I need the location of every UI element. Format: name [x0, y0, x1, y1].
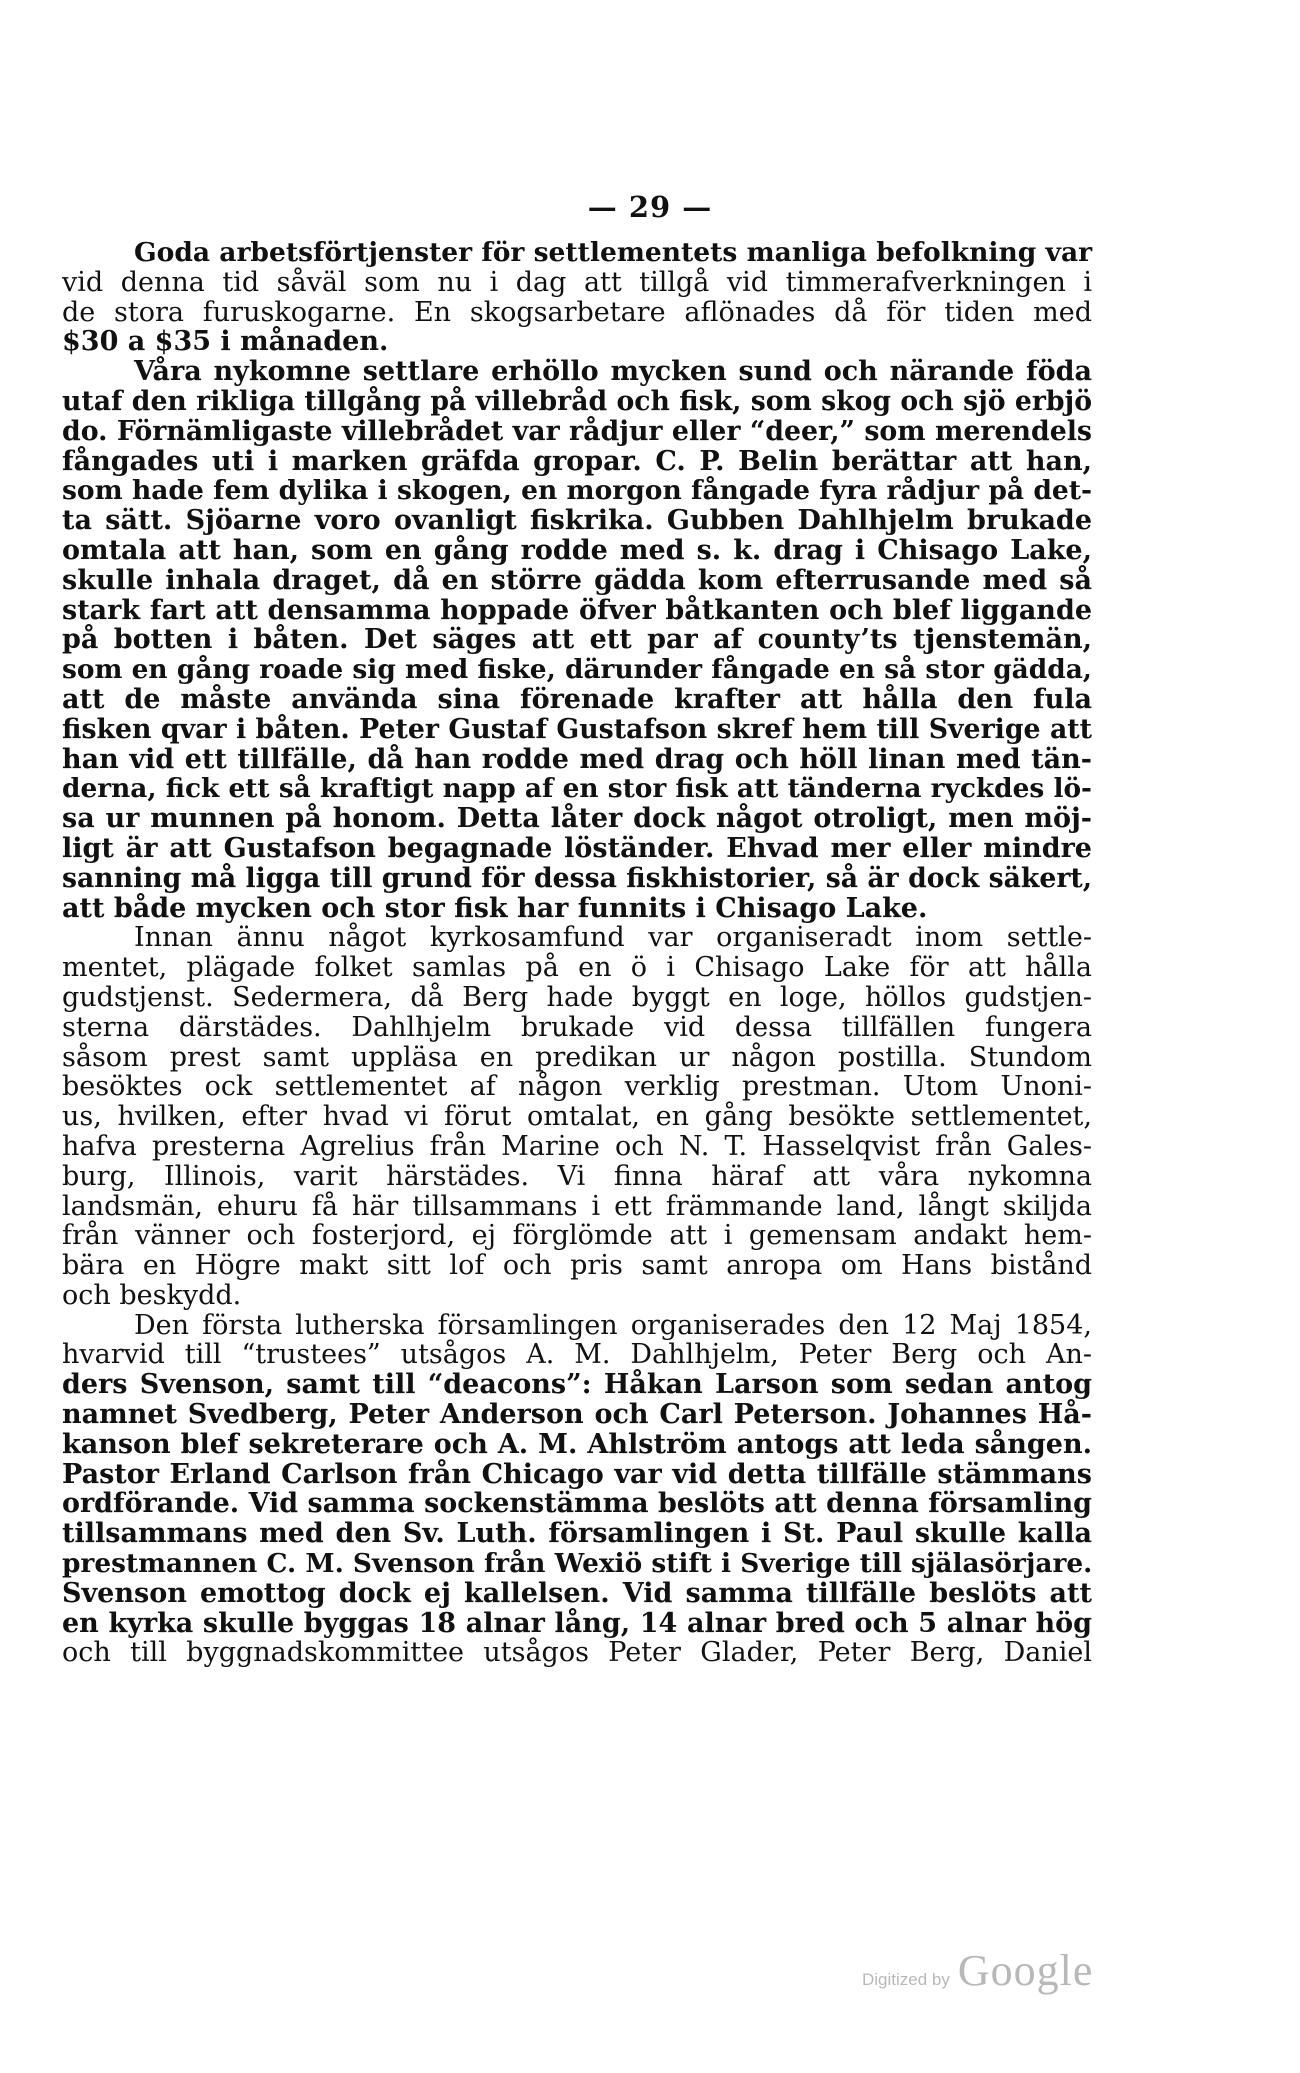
text-line: mentet, plägade folket samlas på en ö i Chisago Lake för att hålla	[62, 952, 1092, 984]
text-line: bära en Högre makt sitt lof och pris samt anropa om Hans bistånd	[62, 1250, 1092, 1282]
text-line: Svenson emottog dock ej kallelsen. Vid samma tillfälle beslöts att	[62, 1577, 1092, 1609]
text-line: landsmän, ehuru få här tillsammans i ett främmande land, långt skiljda	[62, 1190, 1092, 1222]
text-line: Pastor Erland Carlson från Chicago var vid detta tillfälle stämmans	[62, 1458, 1092, 1490]
text-line: att både mycken och stor fisk har funnits i Chisago Lake.	[62, 892, 928, 924]
text-line: fisken qvar i båten. Peter Gustaf Gustafson skref hem till Sverige att	[62, 713, 1092, 745]
text-line: Våra nykomne settlare erhöllo mycken sund och närande föda	[134, 356, 1092, 388]
text-line: stark fart att densamma hoppade öfver båtkanten och blef liggande	[62, 594, 1092, 626]
digitized-by-google-watermark	[862, 1945, 1093, 1996]
text-line: us, hvilken, efter hvad vi förut omtalat, en gång besökte settlementet,	[62, 1101, 1092, 1133]
google-logo: Google	[957, 1946, 1094, 1995]
text-line: Den första lutherska församlingen organiserades den 12 Maj 1854,	[134, 1309, 1092, 1341]
body-text	[62, 238, 1092, 1668]
text-line: vid denna tid såväl som nu i dag att tillgå vid timmerafverkningen i	[62, 266, 1092, 298]
text-line: som hade fem dylika i skogen, en morgon fångade fyra rådjur på det-	[62, 475, 1092, 507]
text-line: sterna därstädes. Dahlhjelm brukade vid dessa tillfällen fungera	[62, 1011, 1092, 1043]
paragraph-game-and-fish	[62, 357, 1092, 923]
paragraph-first-congregation	[62, 1311, 1092, 1669]
text-line: Innan ännu något kyrkosamfund var organiseradt inom settle-	[134, 922, 1092, 954]
text-line: hafva presterna Agrelius från Marine och N. T. Hasselqvist från Gales-	[62, 1130, 1092, 1162]
text-line: att de måste använda sina förenade krafter att hålla den fula	[62, 683, 1092, 715]
text-line: burg, Illinois, varit härstädes. Vi finna häraf att våra nykomna	[62, 1160, 1092, 1192]
text-line: på botten i båten. Det säges att ett par af county’ts tjenstemän,	[62, 624, 1092, 656]
text-line: do. Förnämligaste villebrådet var rådjur eller “deer,” som merendels	[62, 415, 1092, 447]
paragraph-work-wages	[62, 238, 1092, 357]
text-line: hvarvid till “trustees” utsågos A. M. Dahlhjelm, Peter Berg och An-	[62, 1339, 1092, 1371]
text-line: namnet Svedberg, Peter Anderson och Carl Peterson. Johannes Hå-	[62, 1399, 1092, 1431]
text-line: skulle inhala draget, då en större gädda kom efterrusande med så	[62, 564, 1092, 596]
text-line: ders Svenson, samt till “deacons”: Håkan Larson som sedan antog	[62, 1369, 1092, 1401]
text-line: en kyrka skulle byggas 18 alnar lång, 14 alnar bred och 5 alnar hög	[62, 1607, 1092, 1639]
text-line: kanson blef sekreterare och A. M. Ahlström antogs att leda sången.	[62, 1428, 1092, 1460]
paragraph-worship	[62, 923, 1092, 1310]
text-line: utaf den rikliga tillgång på villebråd och fisk, som skog och sjö erbjö	[62, 385, 1092, 417]
text-line: fångades uti i marken gräfda gropar. C. P. Belin berättar att han,	[62, 445, 1092, 477]
text-line: tillsammans med den Sv. Luth. församlingen i St. Paul skulle kalla	[62, 1518, 1092, 1550]
text-line: sanning må ligga till grund för dessa fiskhistorier, så är dock säkert,	[62, 862, 1092, 894]
text-line: och beskydd.	[62, 1279, 242, 1311]
text-line: de stora furuskogarne. En skogsarbetare aflönades då för tiden med	[62, 296, 1092, 328]
text-line: omtala att han, som en gång rodde med s. k. drag i Chisago Lake,	[62, 534, 1092, 566]
text-line: derna, fick ett så kraftigt napp af en stor fisk att tänderna ryckdes lö-	[62, 773, 1092, 805]
watermark-prefix: Digitized by	[862, 1970, 950, 1989]
text-line: som en gång roade sig med fiske, därunder fångade en så stor gädda,	[62, 654, 1092, 686]
text-line: och till byggnadskommittee utsågos Peter Glader, Peter Berg, Daniel	[62, 1637, 1092, 1669]
text-line: ordförande. Vid samma sockenstämma beslöts att denna församling	[62, 1488, 1092, 1520]
text-line: Goda arbetsförtjenster för settlementets manliga befolkning var	[134, 237, 1093, 268]
text-line: besöktes ock settlementet af någon verklig prestman. Utom Unoni-	[62, 1071, 1092, 1103]
text-line: ta sätt. Sjöarne voro ovanligt fiskrika. Gubben Dahlhjelm brukade	[62, 505, 1092, 537]
text-line: $30 a $35 i månaden.	[62, 326, 389, 358]
text-line: såsom prest samt uppläsa en predikan ur någon postilla. Stundom	[62, 1041, 1092, 1073]
text-line: sa ur munnen på honom. Detta låter dock något otroligt, men möj-	[62, 803, 1092, 835]
page-number: — 29 —	[587, 190, 713, 224]
text-line: från vänner och fosterjord, ej förglömde att i gemensam andakt hem-	[62, 1220, 1092, 1252]
text-line: gudstjenst. Sedermera, då Berg hade byggt en loge, höllos gudstjen-	[62, 981, 1092, 1013]
text-line: ligt är att Gustafson begagnade löständer. Ehvad mer eller mindre	[62, 832, 1092, 864]
text-line: han vid ett tillfälle, då han rodde med drag och höll linan med tän-	[62, 743, 1092, 775]
text-line: prestmannen C. M. Svenson från Wexiö stift i Sverige till själasörjare.	[62, 1548, 1093, 1580]
